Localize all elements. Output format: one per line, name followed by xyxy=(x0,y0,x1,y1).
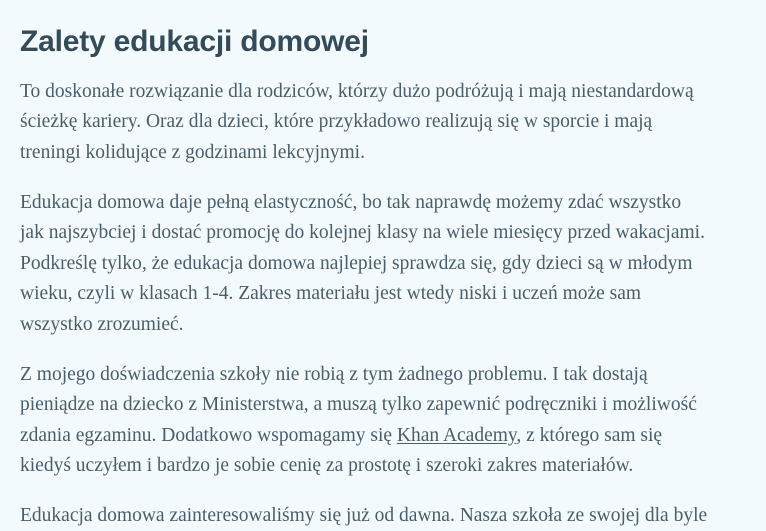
paragraph-line: ścieżkę kariery. Oraz dla dzieci, które przykładowo realizują się w sporcie i mają xyxy=(20,111,653,133)
paragraph-line: jak najszybciej i dostać promocję do kolejnej klasy na wiele miesięcy przed wakacjami. xyxy=(20,222,705,244)
paragraph-4 xyxy=(20,501,750,531)
paragraph-line-with-link xyxy=(20,421,750,451)
paragraph-line: wszystko zrozumieć. xyxy=(20,313,184,335)
paragraph-text: zdania egzaminu. Dodatkowo wspomagamy się xyxy=(20,424,397,446)
paragraph-line: kiedyś uczyłem i bardzo je sobie cenię za prostotę i szeroki zakres materiałów. xyxy=(20,455,634,477)
paragraph-line: Edukacja domowa zainteresowaliśmy się już od dawna. Nasza szkoła ze swojej dla byle xyxy=(20,505,708,526)
paragraph-line: Edukacja domowa daje pełną elastyczność, bo tak naprawdę możemy zdać wszystko xyxy=(20,192,682,213)
paragraph-line: pieniądze na dziecko z Ministerstwa, a muszą tylko zapewnić podręczniki i możliwość xyxy=(20,394,697,416)
paragraph-line: wieku, czyli w klasach 1-4. Zakres materiału jest wtedy niski i uczeń może sam xyxy=(20,283,642,305)
paragraph-3 xyxy=(20,360,750,482)
paragraph-2 xyxy=(20,188,750,340)
paragraph-line: treningi kolidujące z godzinami lekcyjnymi. xyxy=(20,141,365,163)
paragraph-1 xyxy=(20,77,750,168)
article-heading: Zalety edukacji domowej xyxy=(20,25,369,58)
paragraph-line: Z mojego doświadczenia szkoły nie robią z tym żadnego problemu. I tak dostają xyxy=(20,364,648,385)
paragraph-line: To doskonałe rozwiązanie dla rodziców, którzy dużo podróżują i mają niestandardową xyxy=(20,81,694,102)
paragraph-line: Podkreślę tylko, że edukacja domowa najlepiej sprawdza się, gdy dzieci są w młodym xyxy=(20,252,693,274)
paragraph-text: , z którego sam się xyxy=(516,424,663,446)
khan-academy-link[interactable]: Khan Academy xyxy=(396,424,517,446)
